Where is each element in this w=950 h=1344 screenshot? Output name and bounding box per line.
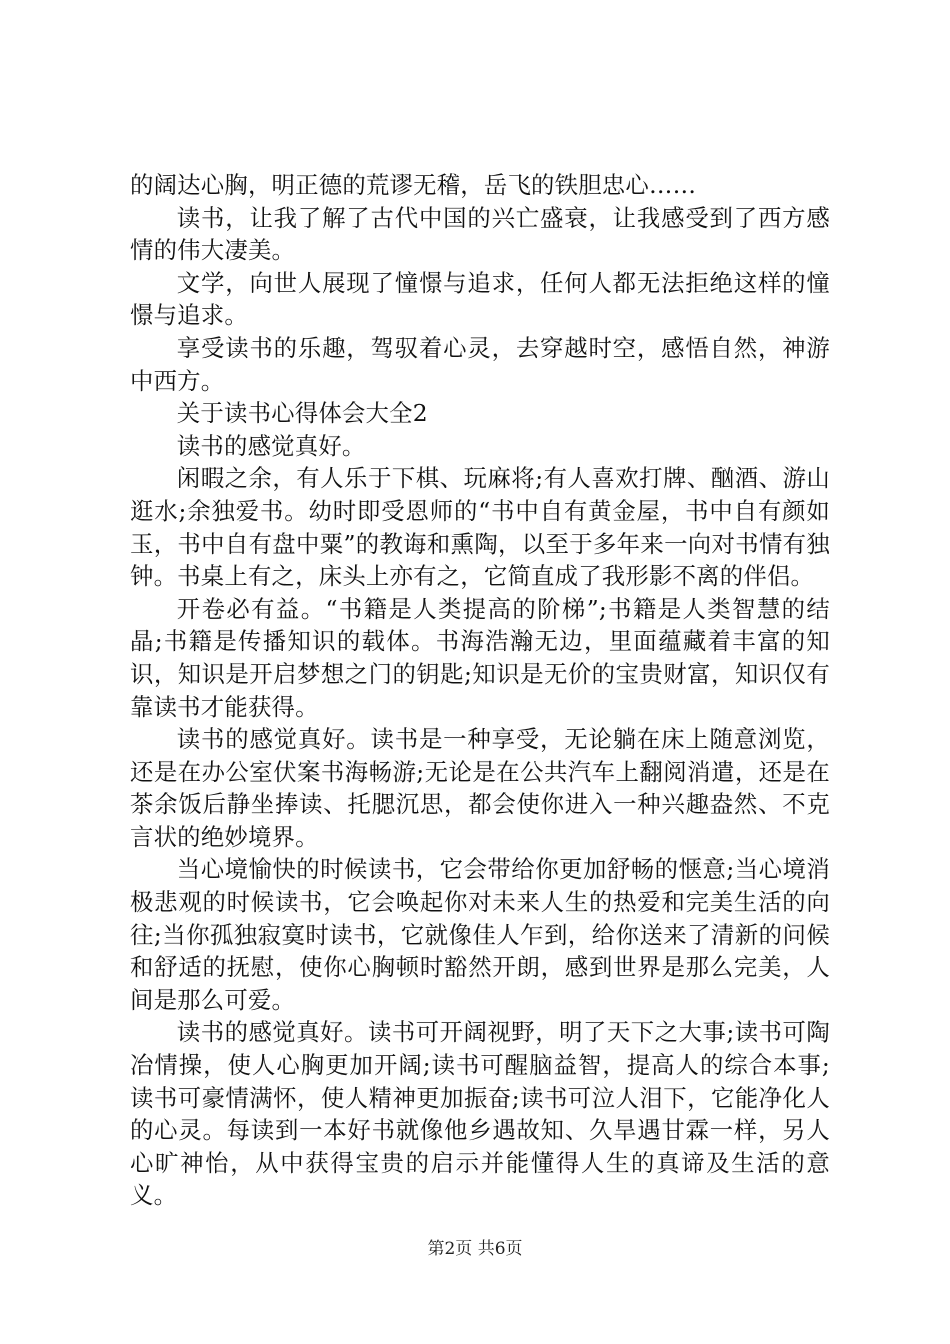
paragraph-continuation: 的阔达心胸，明正德的荒谬无稽，岳飞的铁胆忠心…… <box>130 171 697 199</box>
paragraph: 开卷必有益。“书籍是人类提高的阶梯”;书籍是人类智慧的结晶;书籍是传播知识的载体。书海浩瀚无边，里面蕴藏着丰富的知识，知识是开启梦想之门的钥匙;知识是无价的宝贵财富，知识仅有靠读书才能获得。 <box>130 594 830 721</box>
section-heading: 关于读书心得体会大全2 <box>176 399 428 428</box>
paragraph: 读书，让我了解了古代中国的兴亡盛衰，让我感受到了西方感情的伟大凄美。 <box>130 203 830 265</box>
document-body <box>130 169 830 1212</box>
paragraph: 当心境愉快的时候读书，它会带给你更加舒畅的惬意;当心境消极悲观的时候读书，它会唤起你对未来人生的热爱和完美生活的向往;当你孤独寂寞时读书，它就像佳人乍到，给你送来了清新的问候和舒适的抚慰，使你心胸顿时豁然开朗，感到世界是那么完美，人间是那么可爱。 <box>130 855 830 1014</box>
paragraph: 文学，向世人展现了憧憬与追求，任何人都无法拒绝这样的憧憬与追求。 <box>130 268 830 330</box>
paragraph: 读书的感觉真好。 <box>176 431 366 460</box>
paragraph: 享受读书的乐趣，驾驭着心灵，去穿越时空，感悟自然，神游中西方。 <box>130 333 830 395</box>
paragraph: 闲暇之余，有人乐于下棋、玩麻将;有人喜欢打牌、酗酒、游山逛水;余独爱书。幼时即受恩师的“书中自有黄金屋，书中自有颜如玉，书中自有盘中粟”的教诲和熏陶，以至于多年来一向对书情有独钟。书桌上有之，床头上亦有之，它简直成了我形影不离的伴侣。 <box>130 464 830 591</box>
paragraph: 读书的感觉真好。读书可开阔视野，明了天下之大事;读书可陶冶情操，使人心胸更加开阔;读书可醒脑益智，提高人的综合本事;读书可豪情满怀，使人精神更加振奋;读书可泣人泪下，它能净化人的心灵。每读到一本好书就像他乡遇故知、久旱遇甘霖一样，另人心旷神怡，从中获得宝贵的启示并能懂得人生的真谛及生活的意义。 <box>130 1018 830 1210</box>
paragraph: 读书的感觉真好。读书是一种享受，无论躺在床上随意浏览，还是在办公室伏案书海畅游;无论是在公共汽车上翻阅消遣，还是在茶余饭后静坐捧读、托腮沉思，都会使你进入一种兴趣盎然、不克言状的绝妙境界。 <box>130 725 830 851</box>
page-footer: 第2页 共6页 <box>427 1239 523 1259</box>
